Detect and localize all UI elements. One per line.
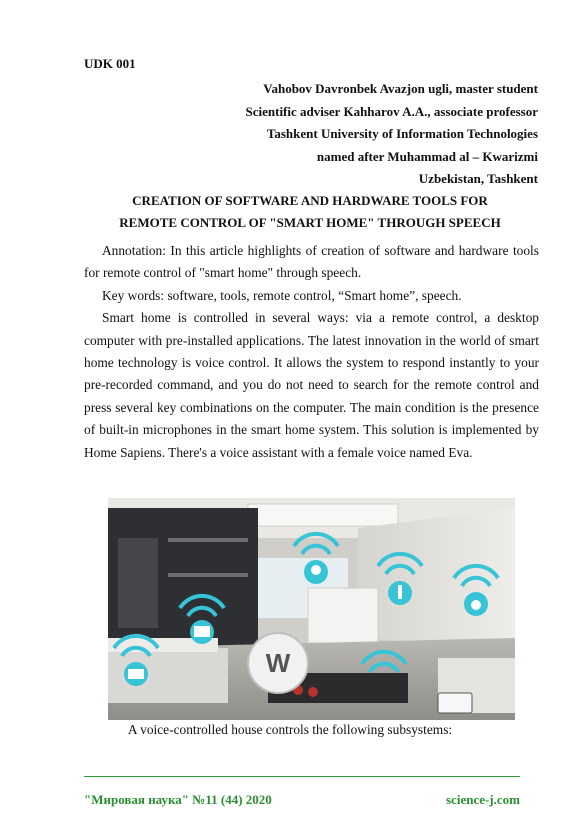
title-line-1: CREATION OF SOFTWARE AND HARDWARE TOOLS FOR [132,193,488,208]
journal-website: science-j.com [446,792,520,807]
institution: Tashkent University of Information Technologies [266,126,538,141]
article-title [80,190,540,234]
hub-logo: W [265,648,291,678]
intro-paragraph: Smart home is controlled in several ways: via a remote control, a desktop computer with pre-installed applications. The latest innovation in the world of smart home technology is voice control. It allows the system to respond instantly to your pre-recorded command, and you do not need to search for the remote control and press several key combinations on the computer. The main condition is the presence of built-in microphones in the smart home system. This solution is implemented by Home Sapiens. There's a voice assistant with a female voice named Eva. [84,310,539,460]
annotation-paragraph: Annotation: In this article highlights of creation of software and hardware tools for remote control of "smart home" through speech. [84,243,539,281]
title-line-2: REMOTE CONTROL OF "SMART HOME" THROUGH SPEECH [119,215,501,230]
scientific-adviser: Scientific adviser Kahharov A.A., associate professor [245,103,538,119]
author-name: Vahobov Davronbek Avazjon ugli, master student [263,81,538,96]
udk-code: UDK 001 [84,56,136,71]
location: Uzbekistan, Tashkent [418,171,538,186]
smart-home-figure [108,498,515,720]
institution-name: named after Muhammad al – Kwarizmi [316,148,538,164]
journal-issue: "Мировая наука" №11 (44) 2020 [84,792,272,807]
figure-caption: A voice-controlled house controls the following subsystems: [127,722,453,737]
keywords-paragraph: Key words: software, tools, remote control, “Smart home”, speech. [102,287,462,303]
article-body [84,240,539,464]
author-block [246,78,539,191]
footer-divider [84,776,520,777]
living-room-illustration [108,498,515,720]
